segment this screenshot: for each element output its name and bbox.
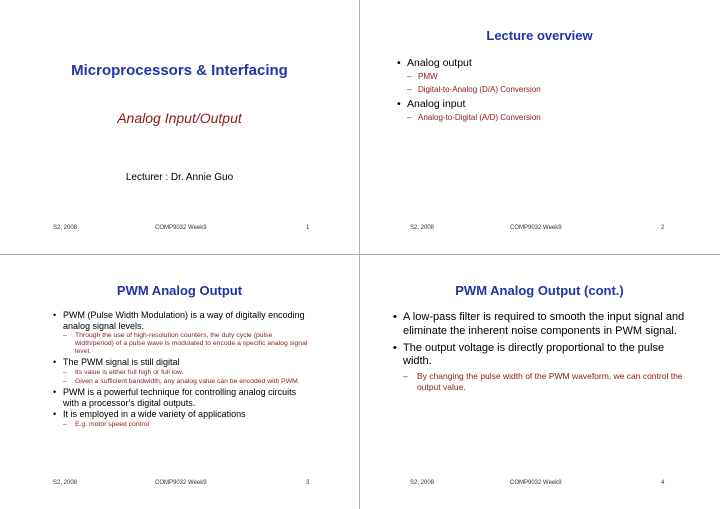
sub-bullet-text: Given a sufficient bandwidth, any analog value can be encoded with PWM. bbox=[75, 377, 300, 385]
footer-term: S2, 2008 bbox=[53, 225, 78, 231]
footer-page-number: 4 bbox=[661, 480, 665, 486]
sub-bullet: – E.g. motor speed control bbox=[63, 420, 150, 428]
bullet-item bbox=[53, 310, 313, 356]
sub-bullet-text: Its value is either full high or full low. bbox=[75, 368, 184, 376]
sub-bullet: – By changing the pulse width of the PWM waveform, we can control the output value. bbox=[403, 371, 683, 392]
bullet-item bbox=[397, 98, 697, 122]
slide-subtitle: Analog Input/Output bbox=[117, 110, 242, 126]
slide-title: PWM Analog Output (cont.) bbox=[455, 283, 624, 298]
footer-course: COMP9032 Week9 bbox=[155, 225, 207, 231]
slide-3 bbox=[0, 255, 359, 509]
footer-course: COMP9032 Week9 bbox=[155, 480, 207, 486]
sub-bullet: – Analog-to-Digital (A/D) Conversion bbox=[407, 113, 541, 122]
sub-bullet: – Its value is either full high or full low. bbox=[63, 368, 184, 376]
slide-title: Lecture overview bbox=[486, 28, 593, 43]
sub-bullet-text: By changing the pulse width of the PWM waveform, we can control the output value. bbox=[417, 371, 683, 392]
footer-page-number: 2 bbox=[661, 225, 665, 231]
bullet-item bbox=[393, 342, 693, 393]
slide-4 bbox=[360, 255, 719, 509]
footer-course: COMP9032 Week9 bbox=[510, 480, 562, 486]
bullet-item bbox=[397, 57, 697, 94]
bullet-text: Analog input bbox=[407, 98, 466, 110]
slide-title: Microprocessors & Interfacing bbox=[71, 62, 288, 79]
slide-2 bbox=[360, 0, 719, 254]
footer-course: COMP9032 Week9 bbox=[510, 225, 562, 231]
lecturer-text: Lecturer : Dr. Annie Guo bbox=[125, 172, 234, 183]
bullet-text: It is employed in a wide variety of applications bbox=[63, 409, 246, 420]
bullet-item bbox=[53, 387, 313, 408]
bullet-list bbox=[53, 310, 313, 429]
sub-bullet-text: Through the use of high-resolution counters, the duty cycle (pulse width/period) of a pulse wave is modulated to encode a specific analog signal level. bbox=[75, 332, 308, 356]
bullet-text: The output voltage is directly proportional to the pulse width. bbox=[403, 341, 665, 368]
slide-title: PWM Analog Output bbox=[116, 283, 243, 298]
sub-bullet: – PMW bbox=[407, 72, 438, 81]
sub-bullet: – Given a sufficient bandwidth, any analog value can be encoded with PWM. bbox=[63, 377, 300, 385]
bullet-text: A low-pass filter is required to smooth the input signal and eliminate the inherent noise components in PWM signal. bbox=[403, 311, 685, 337]
footer-term: S2, 2008 bbox=[53, 480, 78, 486]
sub-bullet: – Digital-to-Analog (D/A) Conversion bbox=[407, 85, 541, 94]
bullet-list bbox=[393, 311, 693, 392]
sub-bullet-text: Analog-to-Digital (A/D) Conversion bbox=[418, 113, 541, 122]
bullet-text: PWM is a powerful technique for controlling analog circuits with a processor's digital outputs. bbox=[63, 386, 297, 408]
footer-term: S2, 2008 bbox=[410, 225, 435, 231]
bullet-item bbox=[53, 357, 313, 386]
bullet-text: PWM (Pulse Width Modulation) is a way of digitally encoding analog signal levels. bbox=[63, 310, 305, 331]
bullet-list bbox=[397, 57, 697, 122]
bullet-item bbox=[53, 409, 313, 429]
footer-page-number: 3 bbox=[306, 480, 310, 486]
sub-bullet-text: Digital-to-Analog (D/A) Conversion bbox=[418, 85, 541, 94]
bullet-item bbox=[393, 311, 693, 339]
bullet-text: The PWM signal is still digital bbox=[63, 357, 180, 368]
sub-bullet-text: PMW bbox=[418, 72, 438, 81]
slide-1 bbox=[0, 0, 359, 254]
sub-bullet: – Through the use of high-resolution counters, the duty cycle (pulse width/period) of a pulse wave is modulated to encode a specific analog signal level. bbox=[63, 332, 308, 356]
bullet-text: Analog output bbox=[407, 57, 472, 69]
footer-term: S2, 2008 bbox=[410, 480, 435, 486]
sub-bullet-text: E.g. motor speed control bbox=[75, 420, 150, 428]
footer-page-number: 1 bbox=[306, 225, 310, 231]
